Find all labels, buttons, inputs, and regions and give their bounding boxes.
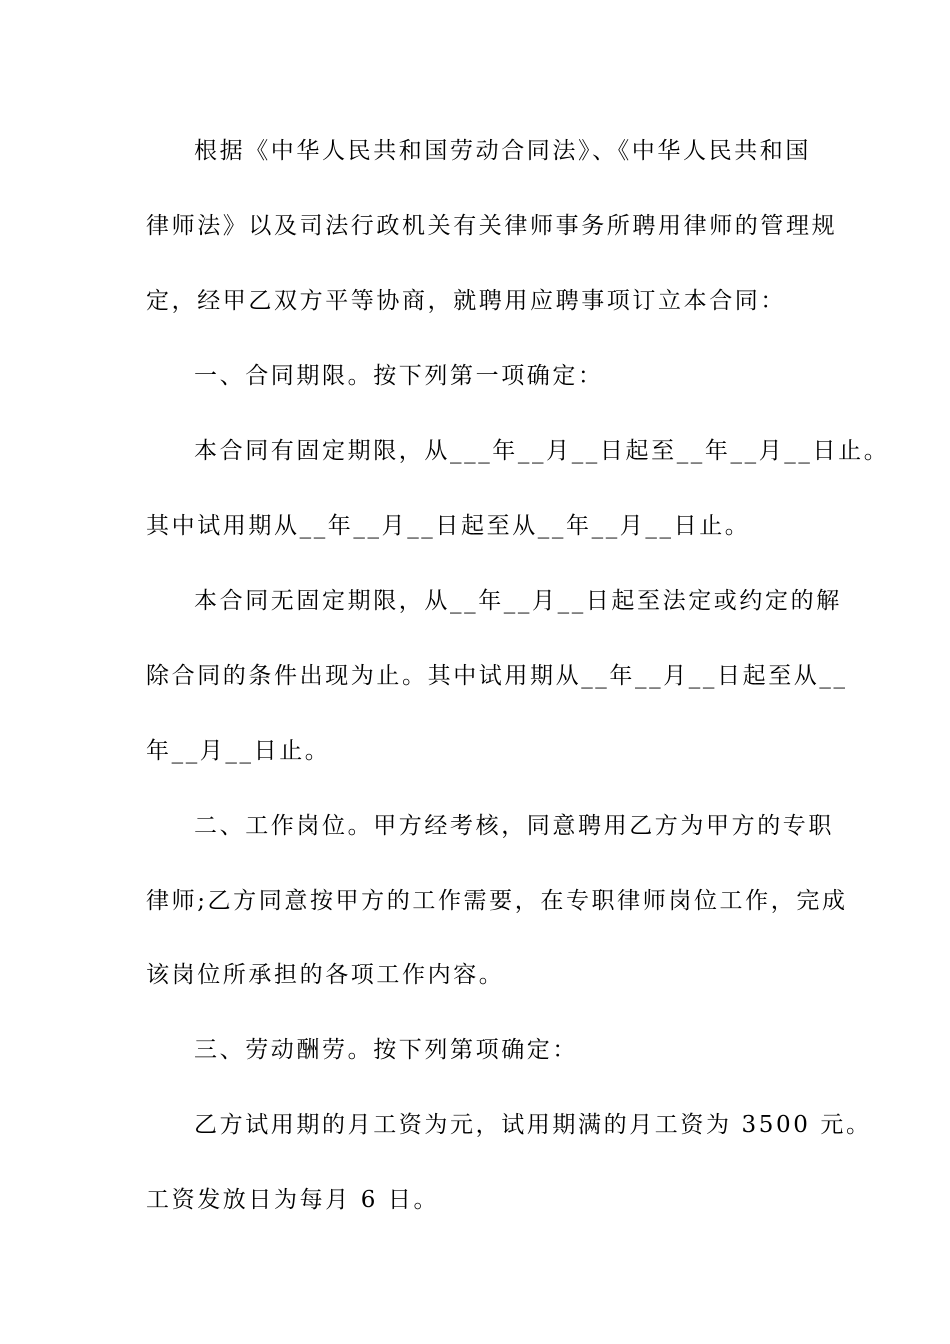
paragraph-line: 其中试用期从__年__月__日起至从__年__月__日止。	[146, 513, 751, 539]
paragraph-line: 该岗位所承担的各项工作内容。	[146, 962, 505, 988]
paragraph-line: 定，经甲乙双方平等协商，就聘用应聘事项订立本合同：	[146, 288, 786, 314]
paragraph-line: 除合同的条件出现为止。其中试用期从__年__月__日起至从__	[146, 663, 848, 689]
section-heading-position: 二、工作岗位。甲方经考核，同意聘用乙方为甲方的专职	[194, 813, 834, 839]
paragraph-line: 根据《中华人民共和国劳动合同法》、《中华人民共和国	[194, 138, 811, 164]
paragraph-line: 乙方试用期的月工资为元，试用期满的月工资为 3500 元。	[194, 1112, 872, 1138]
paragraph-line: 工资发放日为每月 6 日。	[146, 1187, 440, 1213]
paragraph-line: 年__月__日止。	[146, 738, 331, 764]
section-heading-pay: 三、劳动酬劳。按下列第项确定：	[194, 1037, 578, 1063]
paragraph-line: 本合同无固定期限，从__年__月__日起至法定或约定的解	[194, 588, 842, 614]
paragraph-line: 本合同有固定期限，从___年__月__日起至__年__月__日止。	[194, 438, 890, 464]
paragraph-line: 律师法》以及司法行政机关有关律师事务所聘用律师的管理规	[146, 213, 838, 239]
section-heading-term: 一、合同期限。按下列第一项确定：	[194, 363, 604, 389]
paragraph-line: 律师;乙方同意按甲方的工作需要，在专职律师岗位工作，完成	[146, 888, 848, 914]
